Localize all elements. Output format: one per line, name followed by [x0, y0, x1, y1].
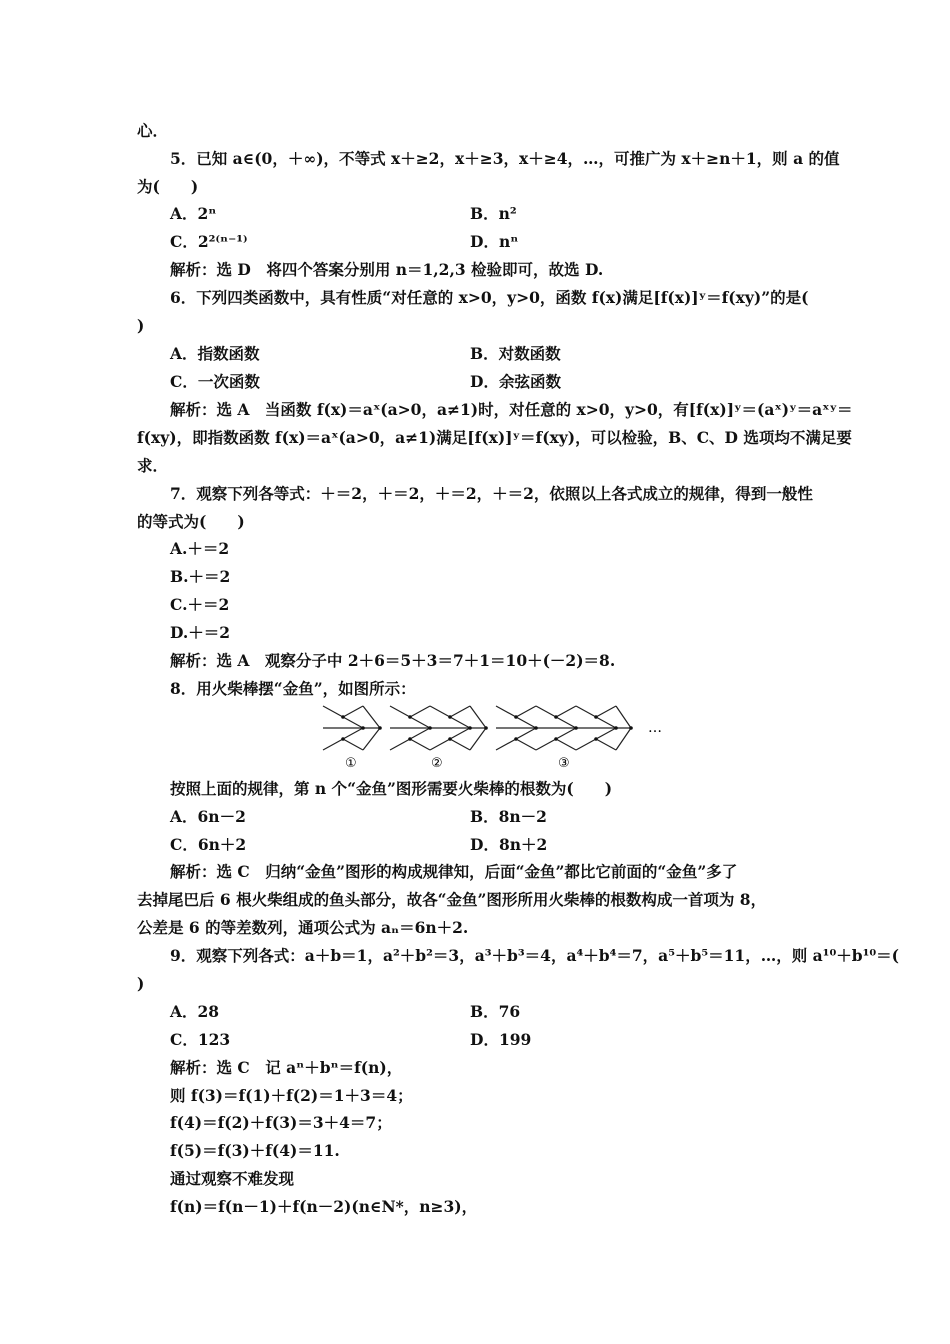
- text-line: ): [137, 316, 145, 335]
- text-line: 去掉尾巴后 6 根火柴组成的鱼头部分，故各“金鱼”图形所用火柴棒的根数构成一首项为 8，: [137, 890, 767, 909]
- text-line: 心．: [137, 121, 169, 140]
- fish-1: [323, 706, 380, 750]
- option-d: D．199: [470, 1030, 532, 1049]
- option-d: D．nⁿ: [470, 232, 519, 251]
- option-a: A．2ⁿ: [170, 204, 217, 223]
- option-c: C．2²⁽ⁿ⁻¹⁾: [170, 232, 248, 251]
- question-7-stem: 7．观察下列各等式：＋＝2，＋＝2，＋＝2，＋＝2，依照以上各式成立的规律，得到一般性: [170, 484, 813, 503]
- matchstick-fish-figure: [318, 704, 663, 770]
- figure-label-2: ②: [431, 756, 443, 770]
- question-5-stem: 5．已知 a∈(0，＋∞)，不等式 x＋≥2，x＋≥3，x＋≥4，…，可推广为 x＋≥n＋1，则 a 的值: [170, 149, 840, 168]
- text-line: 公差是 6 的等差数列，通项公式为 aₙ＝6n＋2.: [137, 918, 469, 937]
- answer-analysis: 解析：选 C 记 aⁿ＋bⁿ＝f(n)，: [170, 1058, 403, 1077]
- option-c: C.＋＝2: [170, 595, 230, 614]
- option-b: B．对数函数: [470, 344, 561, 363]
- option-b: B．8n－2: [470, 807, 547, 826]
- question-8-prompt: 按照上面的规律，第 n 个“金鱼”图形需要火柴棒的根数为( ): [170, 779, 613, 798]
- figure-label-3: ③: [558, 756, 570, 770]
- answer-analysis: 解析：选 A 观察分子中 2＋6＝5＋3＝7＋1＝10＋(－2)＝8.: [170, 651, 616, 670]
- option-b: B.＋＝2: [170, 567, 231, 586]
- figure-ellipsis: …: [648, 720, 662, 736]
- text-line: f(4)＝f(2)＋f(3)＝3＋4＝7；: [170, 1113, 392, 1132]
- figure-label-1: ①: [345, 756, 357, 770]
- text-line: 为( ): [137, 177, 199, 196]
- option-a: A.＋＝2: [170, 539, 230, 558]
- text-line: f(5)＝f(3)＋f(4)＝11.: [170, 1141, 340, 1160]
- option-b: B．n²: [470, 204, 517, 223]
- answer-analysis: 解析：选 C 归纳“金鱼”图形的构成规律知，后面“金鱼”都比它前面的“金鱼”多了: [170, 862, 738, 881]
- question-6-stem: 6．下列四类函数中，具有性质“对任意的 x>0，y>0，函数 f(x)满足[f(x)]ʸ＝f(xy)”的是(: [170, 288, 809, 307]
- option-c: C．一次函数: [170, 372, 260, 391]
- text-line: 则 f(3)＝f(1)＋f(2)＝1＋3＝4；: [170, 1086, 413, 1105]
- option-a: A．28: [170, 1002, 220, 1021]
- text-line: f(n)＝f(n－1)＋f(n－2)(n∈N*，n≥3)，: [170, 1197, 478, 1216]
- question-8-stem: 8．用火柴棒摆“金鱼”，如图所示：: [170, 679, 416, 698]
- option-c: C．123: [170, 1030, 231, 1049]
- option-d: D.＋＝2: [170, 623, 231, 642]
- question-9-stem: 9．观察下列各式：a＋b＝1，a²＋b²＝3，a³＋b³＝4，a⁴＋b⁴＝7，a⁵＋b⁵＝11，…，则 a¹⁰＋b¹⁰＝(: [170, 946, 899, 965]
- option-a: A．6n－2: [170, 807, 246, 826]
- option-a: A．指数函数: [170, 344, 260, 363]
- answer-analysis: 解析：选 A 当函数 f(x)＝aˣ(a>0，a≠1)时，对任意的 x>0，y>0，有[f(x)]ʸ＝(aˣ)ʸ＝aˣʸ＝: [170, 400, 853, 419]
- fish-3: [496, 706, 631, 750]
- option-c: C．6n＋2: [170, 835, 247, 854]
- option-d: D．8n＋2: [470, 835, 548, 854]
- answer-analysis: 解析：选 D 将四个答案分别用 n＝1,2,3 检验即可，故选 D.: [170, 260, 604, 279]
- text-line: ): [137, 974, 145, 993]
- text-line: 通过观察不难发现: [170, 1169, 295, 1188]
- text-line: f(xy)，即指数函数 f(x)＝aˣ(a>0，a≠1)满足[f(x)]ʸ＝f(xy)，可以检验，B、C、D 选项均不满足要: [137, 428, 852, 447]
- option-d: D．余弦函数: [470, 372, 561, 391]
- text-line: 的等式为( ): [137, 512, 245, 531]
- text-line: 求．: [137, 456, 169, 475]
- option-b: B．76: [470, 1002, 521, 1021]
